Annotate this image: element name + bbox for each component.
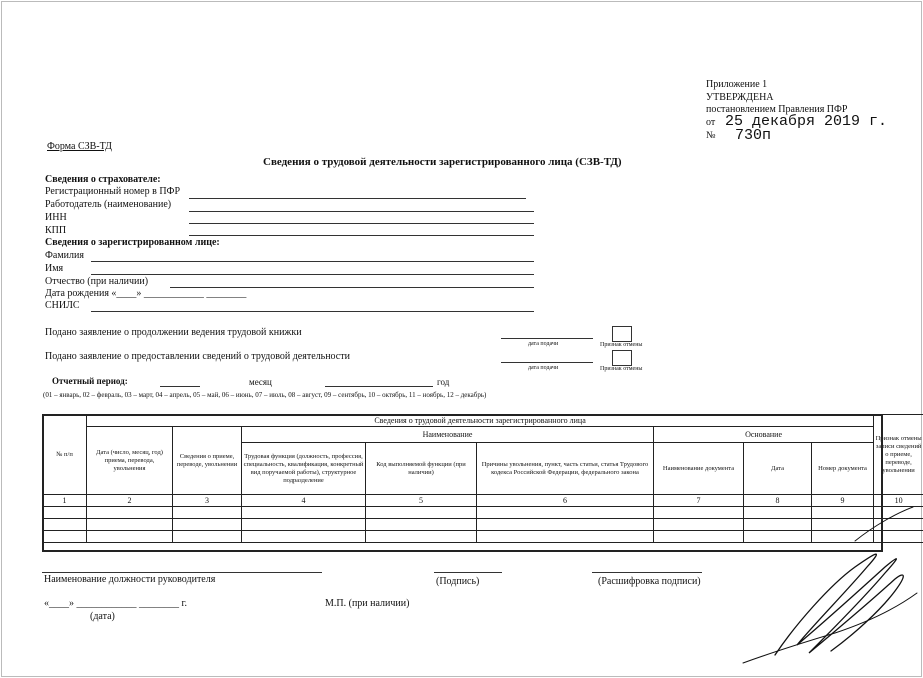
continue-book-cancel-caption: Признак отмены [600,342,643,348]
inn-field[interactable] [189,223,534,224]
approved-label: УТВЕРЖДЕНА [706,92,774,103]
table-cell[interactable] [43,519,87,531]
first-name-field[interactable] [91,274,534,275]
approval-number: 730п [735,127,772,144]
table-cell[interactable] [477,531,654,543]
date-prefix: от [706,117,716,128]
year-label: год [437,377,450,387]
table-cell[interactable] [366,519,477,531]
provide-info-label: Подано заявление о предоставлении сведений о трудовой деятельности [45,351,350,362]
header-function: Трудовая функция (должность, профессия, специальность, квалификация, конкретный вид поручаемой работы), структурное подразделение [242,443,366,495]
kpp-field[interactable] [189,235,534,236]
header-date: Дата (число, месяц, год) приема, перевода, увольнения [87,427,173,495]
month-label: месяц [249,377,272,387]
col-number: 8 [744,495,812,507]
table-cell[interactable] [87,519,173,531]
reg-number-field[interactable] [189,198,526,199]
col-number: 6 [477,495,654,507]
col-number: 9 [812,495,874,507]
provide-info-cancel-caption: Признак отмены [600,366,643,372]
header-naming: Наименование [242,427,654,443]
table-cell[interactable] [173,507,242,519]
snils-label: СНИЛС [45,300,80,311]
inn-label: ИНН [45,212,67,223]
kpp-label: КПП [45,225,67,236]
header-group: Сведения о трудовой деятельности зарегистрированного лица [87,415,874,427]
table-cell[interactable] [242,507,366,519]
reg-number-label: Регистрационный номер в ПФР [45,186,180,197]
month-field[interactable] [160,386,200,387]
table-cell[interactable] [654,507,744,519]
form-name: Форма СЗВ-ТД [47,141,112,152]
snils-field[interactable] [91,311,534,312]
stamp-label: М.П. (при наличии) [325,598,410,609]
signature-label: (Подпись) [436,576,480,587]
table-cell[interactable] [173,519,242,531]
position-field[interactable] [42,572,322,573]
provide-info-date-field[interactable] [501,362,593,363]
month-legend: (01 – январь, 02 – февраль, 03 – март, 04 – апрель, 05 – май, 06 – июнь, 07 – июль, 08 – август, 09 – сентябрь, 10 – октябрь, 11 – ноябрь, 12 – декабрь) [43,391,487,399]
header-cancel: Признак отмены записи сведений о приеме, переводе, увольнении [874,415,923,495]
table-cell[interactable] [173,531,242,543]
employer-heading: Сведения о страхователе: [45,174,161,185]
approval-date: 25 декабря 2019 г. [725,113,888,130]
col-number: 3 [173,495,242,507]
continue-book-cancel-checkbox[interactable] [612,326,632,342]
table-cell[interactable] [477,507,654,519]
form-title: Сведения о трудовой деятельности зарегистрированного лица (СЗВ-ТД) [263,156,622,168]
header-basis: Основание [654,427,874,443]
appendix-label: Приложение 1 [706,79,768,90]
period-label: Отчетный период: [52,376,128,386]
header-info: Сведения о приеме, переводе, увольнении [173,427,242,495]
col-number: 7 [654,495,744,507]
header-doc-number: Номер документа [812,443,874,495]
col-number: 5 [366,495,477,507]
provide-info-cancel-checkbox[interactable] [612,350,632,366]
header-num: № п/п [43,415,87,495]
number-prefix: № [706,130,716,141]
surname-field[interactable] [91,261,534,262]
table-cell[interactable] [477,519,654,531]
table-cell[interactable] [366,531,477,543]
sign-date-field[interactable]: «____» ____________ ________ г. [44,598,187,609]
header-doc-name: Наименование документа [654,443,744,495]
col-number: 10 [874,495,923,507]
signature-field[interactable] [434,572,502,573]
surname-label: Фамилия [45,250,84,261]
decode-field[interactable] [592,572,702,573]
continue-book-label: Подано заявление о продолжении ведения трудовой книжки [45,327,302,338]
table-cell[interactable] [242,519,366,531]
table-cell[interactable] [654,531,744,543]
approved-by-label: постановлением Правления ПФР [706,104,848,115]
sign-date-caption: (дата) [90,611,115,622]
employer-name-label: Работодатель (наименование) [45,199,172,210]
table-cell[interactable] [366,507,477,519]
header-doc-date: Дата [744,443,812,495]
birth-date-field[interactable]: Дата рождения «____» ____________ ________ [45,288,247,299]
table-cell[interactable] [43,531,87,543]
table-cell[interactable] [242,531,366,543]
decode-label: (Расшифровка подписи) [598,576,701,587]
continue-book-date-caption: дата подачи [528,341,559,347]
col-number: 2 [87,495,173,507]
table-cell[interactable] [87,507,173,519]
table-cell[interactable] [654,519,744,531]
continue-book-date-field[interactable] [501,338,593,339]
handwritten-signature-icon [735,505,920,670]
col-number: 1 [43,495,87,507]
table-cell[interactable] [87,531,173,543]
position-label: Наименование должности руководителя [44,574,216,585]
header-reason: Причины увольнения, пункт, часть статьи, статья Трудового кодекса Российской Федерации, федерального закона [477,443,654,495]
patronymic-label: Отчество (при наличии) [45,276,149,287]
person-heading: Сведения о зарегистрированном лице: [45,237,220,248]
year-field[interactable] [325,386,433,387]
employer-name-field[interactable] [189,211,534,212]
col-number: 4 [242,495,366,507]
first-name-label: Имя [45,263,64,274]
table-cell[interactable] [43,507,87,519]
header-code: Код выполняемой функции (при наличии) [366,443,477,495]
provide-info-date-caption: дата подачи [528,365,559,371]
